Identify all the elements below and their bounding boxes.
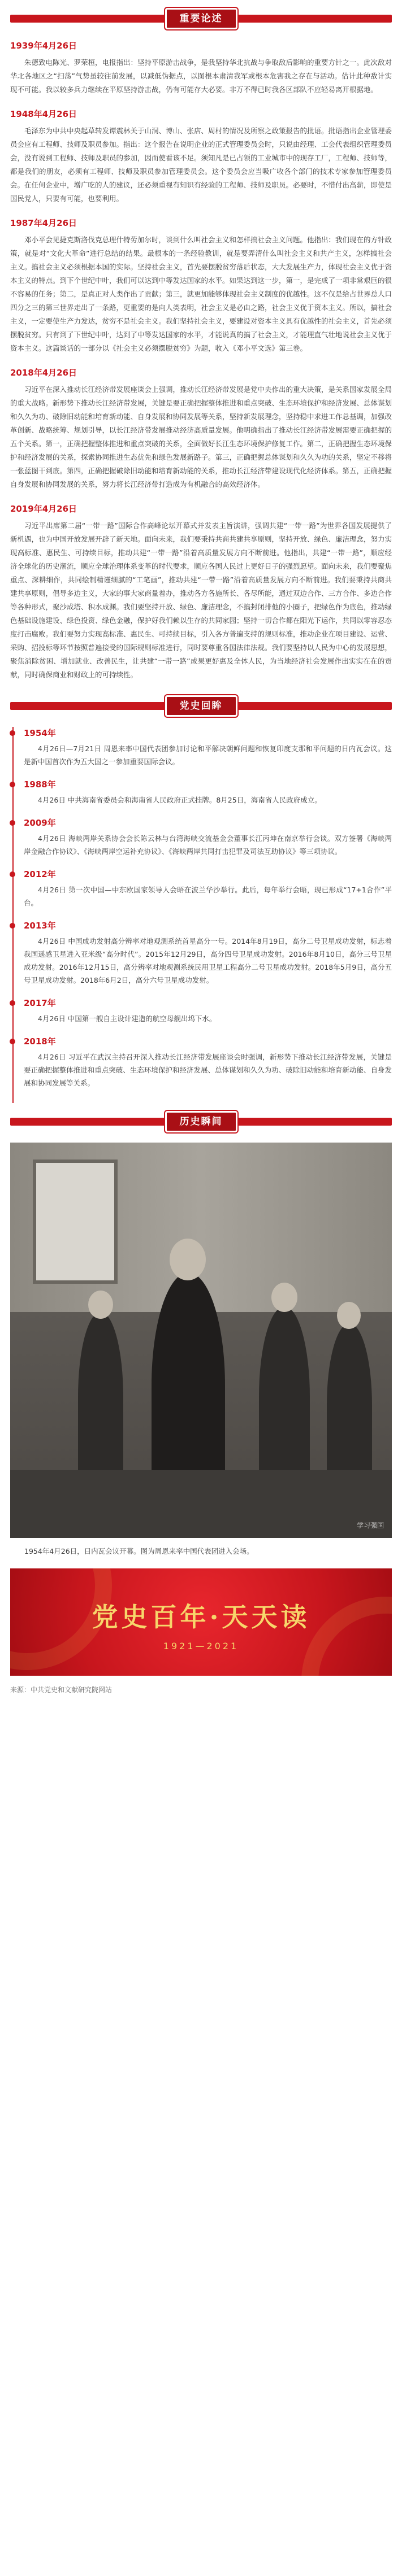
- timeline-item: [24, 868, 392, 909]
- photo-figure: [327, 1323, 372, 1487]
- section-header-moment: [0, 1109, 402, 1135]
- quote-block: [10, 503, 392, 682]
- quote-date: 2019年4月26日: [10, 504, 77, 514]
- section-title: 重要论述: [165, 8, 237, 29]
- banner-years: 1921—2021: [163, 1641, 239, 1651]
- article: [0, 6, 402, 1705]
- timeline-item: [24, 778, 392, 807]
- timeline-text: 4月26日 中国成功发射高分辨率对地观测系统首星高分一号。2014年8月19日，高分二号卫星成功发射，标志着我国遥感卫星进入亚米级“高分时代”。2015年12月29日，高分四号卫星成功发射。2016年8月10日，高分三号卫星成功发射。2016年12月15日，高分辨率对地观测系统民用卫星工程高分二号卫星成功发射。2018年5月9日，高分五号卫星成功发射。2018年6月2日，高分六号卫星成功发射。: [24, 937, 392, 984]
- quote-date: 1948年4月26日: [10, 109, 77, 119]
- timeline-year: 2009年: [24, 818, 56, 828]
- timeline-text: 4月26日 海峡两岸关系协会会长陈云林与台湾海峡交流基金会董事长江丙坤在南京举行会谈。双方签署《海峡两岸金融合作协议》、《海峡两岸空运补充协议》、《海峡两岸共同打击犯罪及司法互助协议》等三项协议。: [24, 834, 392, 856]
- photo-figure-main: [152, 1272, 225, 1498]
- section-header-history: [0, 693, 402, 719]
- section-title: 党史回眸: [165, 695, 237, 717]
- timeline-year: 1988年: [24, 779, 56, 790]
- quote-date: 2018年4月26日: [10, 368, 77, 378]
- photo-ground: [10, 1470, 392, 1538]
- photo-figure-head: [271, 1283, 297, 1312]
- photo-figure-head: [337, 1302, 361, 1329]
- photo-figure-head: [170, 1239, 206, 1280]
- quote-body: 邓小平会见捷克斯洛伐克总理什特劳加尔时，谈到什么叫社会主义和怎样搞社会主义问题。他指出：我们现在的方针政策，就是对“文化大革命”进行总结的结果。最根本的一条经验教训，就是要弄清什么叫社会主义和共产主义，怎样搞社会主义。搞社会主义必须根据本国的实际。坚持社会主义，首先要摆脱贫穷落后状态，大大发展生产力，体现社会主义优于资本主义的特点。到下个世纪中叶，我们可以达到中等发达国家的水平。如果达到这一步，第一，是完成了一项非常艰巨的很不容易的任务；第二，是真正对人类作出了贡献；第三，就更加能够体现社会主义制度的优越性。这不仅是给占世界总人口四分之三的第三世界走出了一条路，更重要的是向人类表明，社会主义是必由之路，社会主义优于资本主义。所以，搞社会主义，一定要使生产力发达，贫穷不是社会主义。我们坚持社会主义，要建设对资本主义具有优越性的社会主义，首先必须摆脱贫穷。只有到了下世纪中叶，达到了中等发达国家的水平，才能说真的搞了社会主义，才能理直气壮地说社会主义优于资本主义。这篇谈话的一部分以《社会主义必须摆脱贫穷》为题，收入《邓小平文选》第三卷。: [10, 236, 392, 352]
- quote-date: 1939年4月26日: [10, 41, 77, 51]
- photo-figure-head: [88, 1291, 113, 1319]
- quote-block: [10, 217, 392, 355]
- timeline-year: 2018年: [24, 1036, 56, 1047]
- photo-window: [33, 1160, 118, 1284]
- section-title: 历史瞬间: [165, 1111, 237, 1132]
- timeline-item: [24, 727, 392, 768]
- timeline-year: 2012年: [24, 869, 56, 879]
- photo-figure: [78, 1312, 123, 1481]
- timeline-year: 2017年: [24, 998, 56, 1008]
- banner-title: 党史百年·天天读: [92, 1602, 310, 1632]
- timeline-item: [24, 919, 392, 987]
- timeline-year: 1954年: [24, 728, 56, 738]
- timeline-text: 4月26日 习近平在武汉主持召开深入推动长江经济带发展座谈会时强调，新形势下推动长江经济带发展，关键是要正确把握整体推进和重点突破、生态环境保护和经济发展、总体谋划和久久为功、破除旧动能和培育新动能、自身发展和协同发展等关系。: [24, 1053, 392, 1087]
- photo-caption: 1954年4月26日，日内瓦会议开幕。图为周恩来率中国代表团进入会场。: [24, 1547, 254, 1555]
- timeline-item: [24, 997, 392, 1025]
- timeline-text: 4月26日 第一次中国—中东欧国家领导人会晤在波兰华沙举行。此后，每年举行会晤，现已形成“17+1合作”平台。: [24, 886, 392, 907]
- quote-date: 1987年4月26日: [10, 218, 77, 228]
- quote-body: 习近平在深入推动长江经济带发展座谈会上强调，推动长江经济带发展是党中央作出的重大决策，是关系国家发展全局的重大战略。新形势下推动长江经济带发展，关键是要正确把握整体推进和重点突破、生态环境保护和经济发展、总体谋划和久久为功、破除旧动能和培育新动能、自身发展和协同发展等关系，坚持新发展理念，坚持稳中求进工作总基调，加强改革创新、战略统筹、规划引导，以长江经济带发展推动经济高质量发展。他明确指出了推动长江经济带发展需要正确把握的五个关系。第一，正确把握整体推进和重点突破的关系，全面做好长江生态环境保护修复工作。第二，正确把握生态环境保护和经济发展的关系，探索协同推进生态优先和绿色发展新路子。第三，正确把握总体谋划和久久为功的关系，坚定不移将一张蓝图干到底。第四，正确把握破除旧动能和培育新动能的关系，推动长江经济带建设现代化经济体系。第五，正确把握自身发展和协同发展的关系，努力将长江经济带打造成为有机融合的高效经济体。: [10, 385, 392, 489]
- section-header-important: [0, 6, 402, 32]
- timeline-item: [24, 1035, 392, 1089]
- quote-block: [10, 367, 392, 491]
- quote-block: [10, 40, 392, 97]
- quote-body: 习近平出席第二届“一带一路”国际合作高峰论坛开幕式并发表主旨演讲，强调共建“一带一路”为世界各国发展提供了新机遇，也为中国开放发展开辟了新天地。面向未来，我们要秉持共商共建共享原则，坚持开放、绿色、廉洁理念，努力实现高标准、惠民生、可持续目标，推动共建“一带一路”沿着高质量发展方向不断前进。他指出，共建“一带一路”，顺应经济全球化的历史潮流，顺应全球治理体系变革的时代要求，顺应各国人民过上更好日子的强烈愿望。面向未来，我们要聚焦重点、深耕细作，共同绘制精谨细腻的“工笔画”，推动共建“一带一路”沿着高质量发展方向不断前进。我们要秉持共商共建共享原则，倡导多边主义，大家的事大家商量着办，推动各方各施所长、各尽所能，通过双边合作、三方合作、多边合作等各种形式，聚沙成塔、积水成渊。我们要坚持开放、绿色、廉洁理念，不搞封闭排他的小圈子，把绿色作为底色，推动绿色基础设施建设、绿色投资、绿色金融，保护好我们赖以生存的共同家园；坚持一切合作都在阳光下运作，共同以零容忍态度打击腐败。我们要努力实现高标准、惠民生、可持续目标，引入各方普遍支持的规则标准，推动企业在项目建设、运营、采购、招投标等环节按照普遍接受的国际规则标准进行，同时要尊重各国法律法规。我们要坚持以人民为中心的发展思想，聚焦消除贫困、增加就业、改善民生，让共建“一带一路”成果更好惠及全体人民，为当地经济社会发展作出实实在在的贡献，同时确保商业和财政上的可持续性。: [10, 521, 392, 679]
- photo-figure: [259, 1306, 310, 1487]
- source-line: 来源：中共党史和文献研究院网站: [10, 1686, 113, 1694]
- timeline-text: 4月26日 中国第一艘自主设计建造的航空母舰出坞下水。: [38, 1014, 217, 1023]
- timeline-year: 2013年: [24, 921, 56, 931]
- history-timeline: [12, 727, 392, 1103]
- footer-banner: [10, 1568, 392, 1676]
- timeline-item: [24, 817, 392, 858]
- quote-body: 朱德致电陈光、罗荣桓，电报指出：坚持平原游击战争，是我坚持华北抗战与争取敌后影响的重要方针之一。此次敌对华北各地区之“扫荡”气势虽较往前发展，以减低伪据点，以图根本肃清我军或根本危害我之存在与活动。估计此种敌计实现不可能。我以较多兵力继续在平原坚持游击战，仍有可能存大必要。非万不得已时我各区部队不应轻易离开根据地。: [10, 58, 392, 94]
- historical-photo: [10, 1143, 392, 1538]
- quote-body: 毛泽东为中共中央起草转发谭震林关于山洞、博山、张店、周村的情况及所察之政策报告的批语。批语指出企业管理委员会应有工程师、技师及职员参加。指出：这个报告在说明企业的正式管理委员会时，只说由经理、工会代表组织管理委员会，没有说到工程师、技师及职员的参加，因而使看该不足。须知凡是已占领的工业城市中的现存工厂，工程师、技师等，都是我们的朋友，必须有工程师、技师及职员参加管理委员会。这个委员会应当吸广收各个部门的技术专家参加管理委员会。在任何企业中，增广吃的人的建议，还必须重视有知识有经验的工程师、技师及职员。必要时，不惜付出高薪，即使是国民党人，只要有可能，也要利用。: [10, 127, 392, 203]
- timeline-text: 4月26日 中共海南省委员会和海南省人民政府正式挂牌。8月25日，海南省人民政府成立。: [38, 796, 322, 804]
- photo-watermark: 学习强国: [356, 1522, 384, 1529]
- quote-block: [10, 108, 392, 206]
- timeline-text: 4月26日—7月21日 周恩来率中国代表团参加讨论和平解决朝鲜问题和恢复印度支那和平问题的日内瓦会议。这是新中国首次作为五大国之一参加重要国际会议。: [24, 744, 392, 766]
